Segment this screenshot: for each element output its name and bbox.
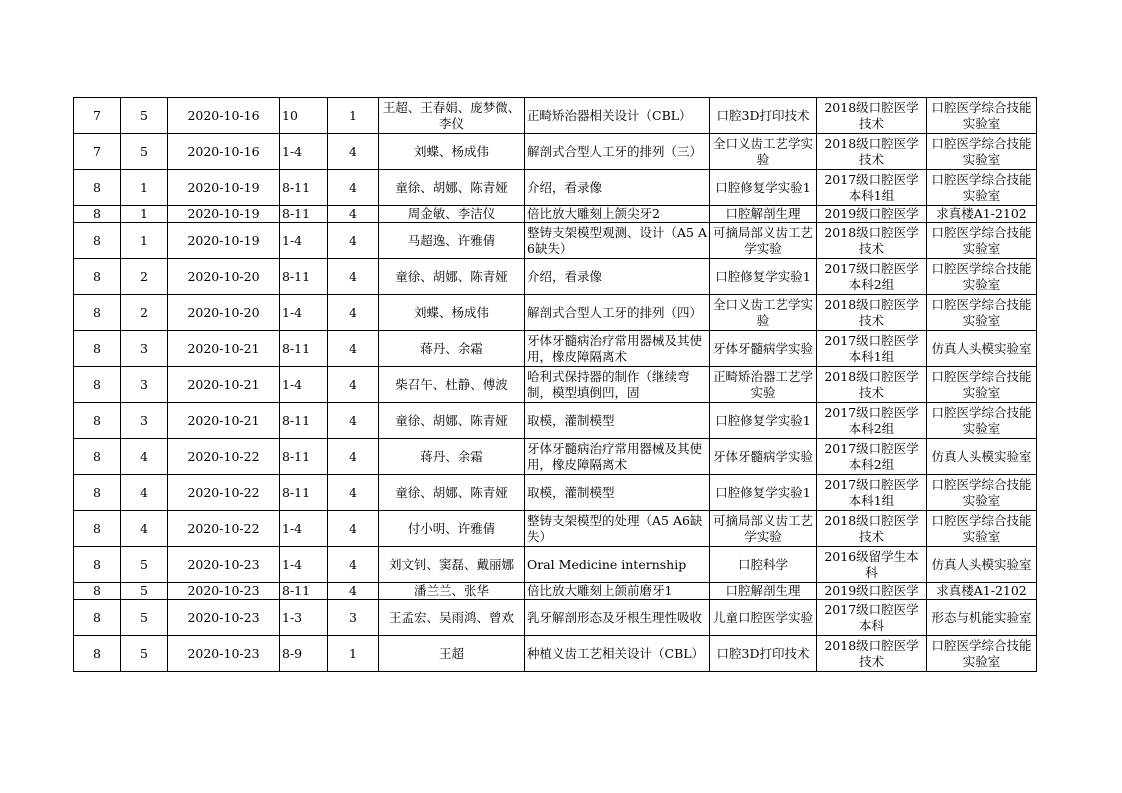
day-cell: 4 xyxy=(121,439,168,475)
teachers-cell: 刘蝶、杨成伟 xyxy=(379,134,525,170)
room-cell: 口腔医学综合技能实验室 xyxy=(927,98,1037,134)
date-cell: 2020-10-16 xyxy=(168,98,280,134)
content-cell: 解剖式合型人工牙的排列（三） xyxy=(525,134,710,170)
teachers-cell: 蒋丹、余霜 xyxy=(379,439,525,475)
content-cell: 种植义齿工艺相关设计（CBL） xyxy=(525,636,710,672)
class-cell: 2016级留学生本科 xyxy=(817,547,927,583)
period-cell: 8-11 xyxy=(280,439,328,475)
course-cell: 口腔解剖生理 xyxy=(710,206,817,223)
period-cell: 1-4 xyxy=(280,547,328,583)
class-cell: 2017级口腔医学本科 xyxy=(817,600,927,636)
room-cell: 求真楼A1-2102 xyxy=(927,583,1037,600)
class-cell: 2018级口腔医学技术 xyxy=(817,367,927,403)
room-cell: 口腔医学综合技能实验室 xyxy=(927,403,1037,439)
room-cell: 仿真人头模实验室 xyxy=(927,547,1037,583)
week-cell: 8 xyxy=(74,403,121,439)
class-cell: 2018级口腔医学技术 xyxy=(817,636,927,672)
room-cell: 口腔医学综合技能实验室 xyxy=(927,134,1037,170)
table-row xyxy=(74,403,1037,439)
class-cell: 2018级口腔医学技术 xyxy=(817,295,927,331)
hours-cell: 4 xyxy=(328,206,379,223)
hours-cell: 4 xyxy=(328,403,379,439)
week-cell: 8 xyxy=(74,295,121,331)
room-cell: 口腔医学综合技能实验室 xyxy=(927,223,1037,259)
week-cell: 8 xyxy=(74,223,121,259)
table-row xyxy=(74,583,1037,600)
content-cell: 介绍，看录像 xyxy=(525,170,710,206)
content-cell: 介绍，看录像 xyxy=(525,259,710,295)
table-row xyxy=(74,367,1037,403)
date-cell: 2020-10-21 xyxy=(168,403,280,439)
content-cell: 解剖式合型人工牙的排列（四） xyxy=(525,295,710,331)
teachers-cell: 周金敏、李洁仪 xyxy=(379,206,525,223)
class-cell: 2017级口腔医学本科2组 xyxy=(817,403,927,439)
date-cell: 2020-10-23 xyxy=(168,547,280,583)
course-cell: 口腔修复学实验1 xyxy=(710,170,817,206)
class-cell: 2017级口腔医学本科1组 xyxy=(817,331,927,367)
hours-cell: 4 xyxy=(328,511,379,547)
table-row xyxy=(74,600,1037,636)
date-cell: 2020-10-19 xyxy=(168,170,280,206)
room-cell: 仿真人头模实验室 xyxy=(927,439,1037,475)
course-cell: 口腔修复学实验1 xyxy=(710,475,817,511)
hours-cell: 4 xyxy=(328,367,379,403)
day-cell: 5 xyxy=(121,98,168,134)
course-cell: 可摘局部义齿工艺学实验 xyxy=(710,511,817,547)
hours-cell: 4 xyxy=(328,134,379,170)
date-cell: 2020-10-21 xyxy=(168,331,280,367)
table-row xyxy=(74,259,1037,295)
content-cell: 正畸矫治器相关设计（CBL） xyxy=(525,98,710,134)
course-cell: 口腔3D打印技术 xyxy=(710,636,817,672)
class-cell: 2018级口腔医学技术 xyxy=(817,98,927,134)
class-cell: 2017级口腔医学本科2组 xyxy=(817,439,927,475)
period-cell: 1-4 xyxy=(280,223,328,259)
date-cell: 2020-10-19 xyxy=(168,223,280,259)
hours-cell: 4 xyxy=(328,583,379,600)
teachers-cell: 付小明、许雅倩 xyxy=(379,511,525,547)
course-cell: 正畸矫治器工艺学实验 xyxy=(710,367,817,403)
week-cell: 8 xyxy=(74,170,121,206)
period-cell: 8-11 xyxy=(280,475,328,511)
day-cell: 5 xyxy=(121,636,168,672)
course-cell: 口腔3D打印技术 xyxy=(710,98,817,134)
teachers-cell: 王孟宏、吴雨鸿、曾欢 xyxy=(379,600,525,636)
table-row xyxy=(74,636,1037,672)
period-cell: 1-3 xyxy=(280,600,328,636)
week-cell: 7 xyxy=(74,98,121,134)
table-row xyxy=(74,206,1037,223)
week-cell: 8 xyxy=(74,331,121,367)
content-cell: 取模，灌制模型 xyxy=(525,403,710,439)
period-cell: 1-4 xyxy=(280,367,328,403)
room-cell: 口腔医学综合技能实验室 xyxy=(927,170,1037,206)
teachers-cell: 蒋丹、余霜 xyxy=(379,331,525,367)
course-cell: 牙体牙髓病学实验 xyxy=(710,331,817,367)
date-cell: 2020-10-16 xyxy=(168,134,280,170)
teachers-cell: 潘兰兰、张华 xyxy=(379,583,525,600)
day-cell: 3 xyxy=(121,331,168,367)
period-cell: 1-4 xyxy=(280,295,328,331)
day-cell: 3 xyxy=(121,367,168,403)
hours-cell: 4 xyxy=(328,439,379,475)
class-cell: 2018级口腔医学技术 xyxy=(817,223,927,259)
table-row xyxy=(74,475,1037,511)
room-cell: 口腔医学综合技能实验室 xyxy=(927,511,1037,547)
date-cell: 2020-10-19 xyxy=(168,206,280,223)
table-row xyxy=(74,170,1037,206)
week-cell: 8 xyxy=(74,259,121,295)
period-cell: 10 xyxy=(280,98,328,134)
teachers-cell: 童徐、胡娜、陈青娅 xyxy=(379,475,525,511)
week-cell: 8 xyxy=(74,439,121,475)
teachers-cell: 刘蝶、杨成伟 xyxy=(379,295,525,331)
class-cell: 2019级口腔医学 xyxy=(817,583,927,600)
day-cell: 2 xyxy=(121,259,168,295)
day-cell: 5 xyxy=(121,583,168,600)
day-cell: 1 xyxy=(121,170,168,206)
teachers-cell: 童徐、胡娜、陈青娅 xyxy=(379,170,525,206)
week-cell: 8 xyxy=(74,600,121,636)
room-cell: 口腔医学综合技能实验室 xyxy=(927,259,1037,295)
day-cell: 1 xyxy=(121,223,168,259)
table-row xyxy=(74,331,1037,367)
teachers-cell: 王超 xyxy=(379,636,525,672)
period-cell: 8-11 xyxy=(280,170,328,206)
course-cell: 口腔修复学实验1 xyxy=(710,259,817,295)
week-cell: 8 xyxy=(74,547,121,583)
course-cell: 可摘局部义齿工艺学实验 xyxy=(710,223,817,259)
hours-cell: 3 xyxy=(328,600,379,636)
room-cell: 形态与机能实验室 xyxy=(927,600,1037,636)
schedule-table xyxy=(73,97,1037,672)
period-cell: 1-4 xyxy=(280,134,328,170)
hours-cell: 4 xyxy=(328,259,379,295)
hours-cell: 4 xyxy=(328,547,379,583)
week-cell: 8 xyxy=(74,583,121,600)
date-cell: 2020-10-23 xyxy=(168,600,280,636)
week-cell: 8 xyxy=(74,367,121,403)
day-cell: 1 xyxy=(121,206,168,223)
period-cell: 8-11 xyxy=(280,259,328,295)
content-cell: 哈利式保持器的制作（继续弯制，模型填倒凹，固 xyxy=(525,367,710,403)
date-cell: 2020-10-23 xyxy=(168,583,280,600)
day-cell: 5 xyxy=(121,600,168,636)
class-cell: 2018级口腔医学技术 xyxy=(817,511,927,547)
period-cell: 1-4 xyxy=(280,511,328,547)
hours-cell: 1 xyxy=(328,98,379,134)
week-cell: 8 xyxy=(74,511,121,547)
content-cell: 牙体牙髓病治疗常用器械及其使用，橡皮障隔离术 xyxy=(525,331,710,367)
table-row xyxy=(74,98,1037,134)
content-cell: 倍比放大雕刻上颌前磨牙1 xyxy=(525,583,710,600)
class-cell: 2017级口腔医学本科1组 xyxy=(817,475,927,511)
class-cell: 2017级口腔医学本科2组 xyxy=(817,259,927,295)
day-cell: 4 xyxy=(121,511,168,547)
course-cell: 口腔解剖生理 xyxy=(710,583,817,600)
hours-cell: 4 xyxy=(328,170,379,206)
hours-cell: 4 xyxy=(328,223,379,259)
period-cell: 8-9 xyxy=(280,636,328,672)
content-cell: 乳牙解剖形态及牙根生理性吸收 xyxy=(525,600,710,636)
teachers-cell: 童徐、胡娜、陈青娅 xyxy=(379,259,525,295)
teachers-cell: 马超逸、许雅倩 xyxy=(379,223,525,259)
hours-cell: 1 xyxy=(328,636,379,672)
course-cell: 口腔修复学实验1 xyxy=(710,403,817,439)
table-row xyxy=(74,295,1037,331)
week-cell: 8 xyxy=(74,206,121,223)
period-cell: 8-11 xyxy=(280,206,328,223)
course-cell: 口腔科学 xyxy=(710,547,817,583)
content-cell: 倍比放大雕刻上颌尖牙2 xyxy=(525,206,710,223)
room-cell: 口腔医学综合技能实验室 xyxy=(927,475,1037,511)
teachers-cell: 柴召午、杜静、傅波 xyxy=(379,367,525,403)
date-cell: 2020-10-23 xyxy=(168,636,280,672)
content-cell: Oral Medicine internship xyxy=(525,547,710,583)
date-cell: 2020-10-20 xyxy=(168,259,280,295)
hours-cell: 4 xyxy=(328,295,379,331)
class-cell: 2019级口腔医学 xyxy=(817,206,927,223)
date-cell: 2020-10-20 xyxy=(168,295,280,331)
teachers-cell: 刘文钊、窦磊、戴丽娜 xyxy=(379,547,525,583)
course-cell: 全口义齿工艺学实验 xyxy=(710,295,817,331)
day-cell: 2 xyxy=(121,295,168,331)
day-cell: 4 xyxy=(121,475,168,511)
table-row xyxy=(74,511,1037,547)
room-cell: 口腔医学综合技能实验室 xyxy=(927,636,1037,672)
class-cell: 2017级口腔医学本科1组 xyxy=(817,170,927,206)
table-row xyxy=(74,439,1037,475)
hours-cell: 4 xyxy=(328,331,379,367)
period-cell: 8-11 xyxy=(280,403,328,439)
schedule-rows xyxy=(74,98,1037,672)
room-cell: 求真楼A1-2102 xyxy=(927,206,1037,223)
content-cell: 牙体牙髓病治疗常用器械及其使用，橡皮障隔离术 xyxy=(525,439,710,475)
room-cell: 仿真人头模实验室 xyxy=(927,331,1037,367)
week-cell: 8 xyxy=(74,475,121,511)
table-row xyxy=(74,547,1037,583)
course-cell: 全口义齿工艺学实验 xyxy=(710,134,817,170)
table-row xyxy=(74,223,1037,259)
date-cell: 2020-10-22 xyxy=(168,439,280,475)
course-cell: 牙体牙髓病学实验 xyxy=(710,439,817,475)
date-cell: 2020-10-22 xyxy=(168,475,280,511)
period-cell: 8-11 xyxy=(280,331,328,367)
content-cell: 整铸支架模型观测、设计（A5 A6缺失） xyxy=(525,223,710,259)
teachers-cell: 童徐、胡娜、陈青娅 xyxy=(379,403,525,439)
week-cell: 8 xyxy=(74,636,121,672)
period-cell: 8-11 xyxy=(280,583,328,600)
course-cell: 儿童口腔医学实验 xyxy=(710,600,817,636)
day-cell: 3 xyxy=(121,403,168,439)
content-cell: 整铸支架模型的处理（A5 A6缺失） xyxy=(525,511,710,547)
content-cell: 取模，灌制模型 xyxy=(525,475,710,511)
week-cell: 7 xyxy=(74,134,121,170)
teachers-cell: 王超、王春娟、庞梦微、李仪 xyxy=(379,98,525,134)
hours-cell: 4 xyxy=(328,475,379,511)
day-cell: 5 xyxy=(121,547,168,583)
date-cell: 2020-10-22 xyxy=(168,511,280,547)
class-cell: 2018级口腔医学技术 xyxy=(817,134,927,170)
room-cell: 口腔医学综合技能实验室 xyxy=(927,295,1037,331)
date-cell: 2020-10-21 xyxy=(168,367,280,403)
table-row xyxy=(74,134,1037,170)
room-cell: 口腔医学综合技能实验室 xyxy=(927,367,1037,403)
day-cell: 5 xyxy=(121,134,168,170)
